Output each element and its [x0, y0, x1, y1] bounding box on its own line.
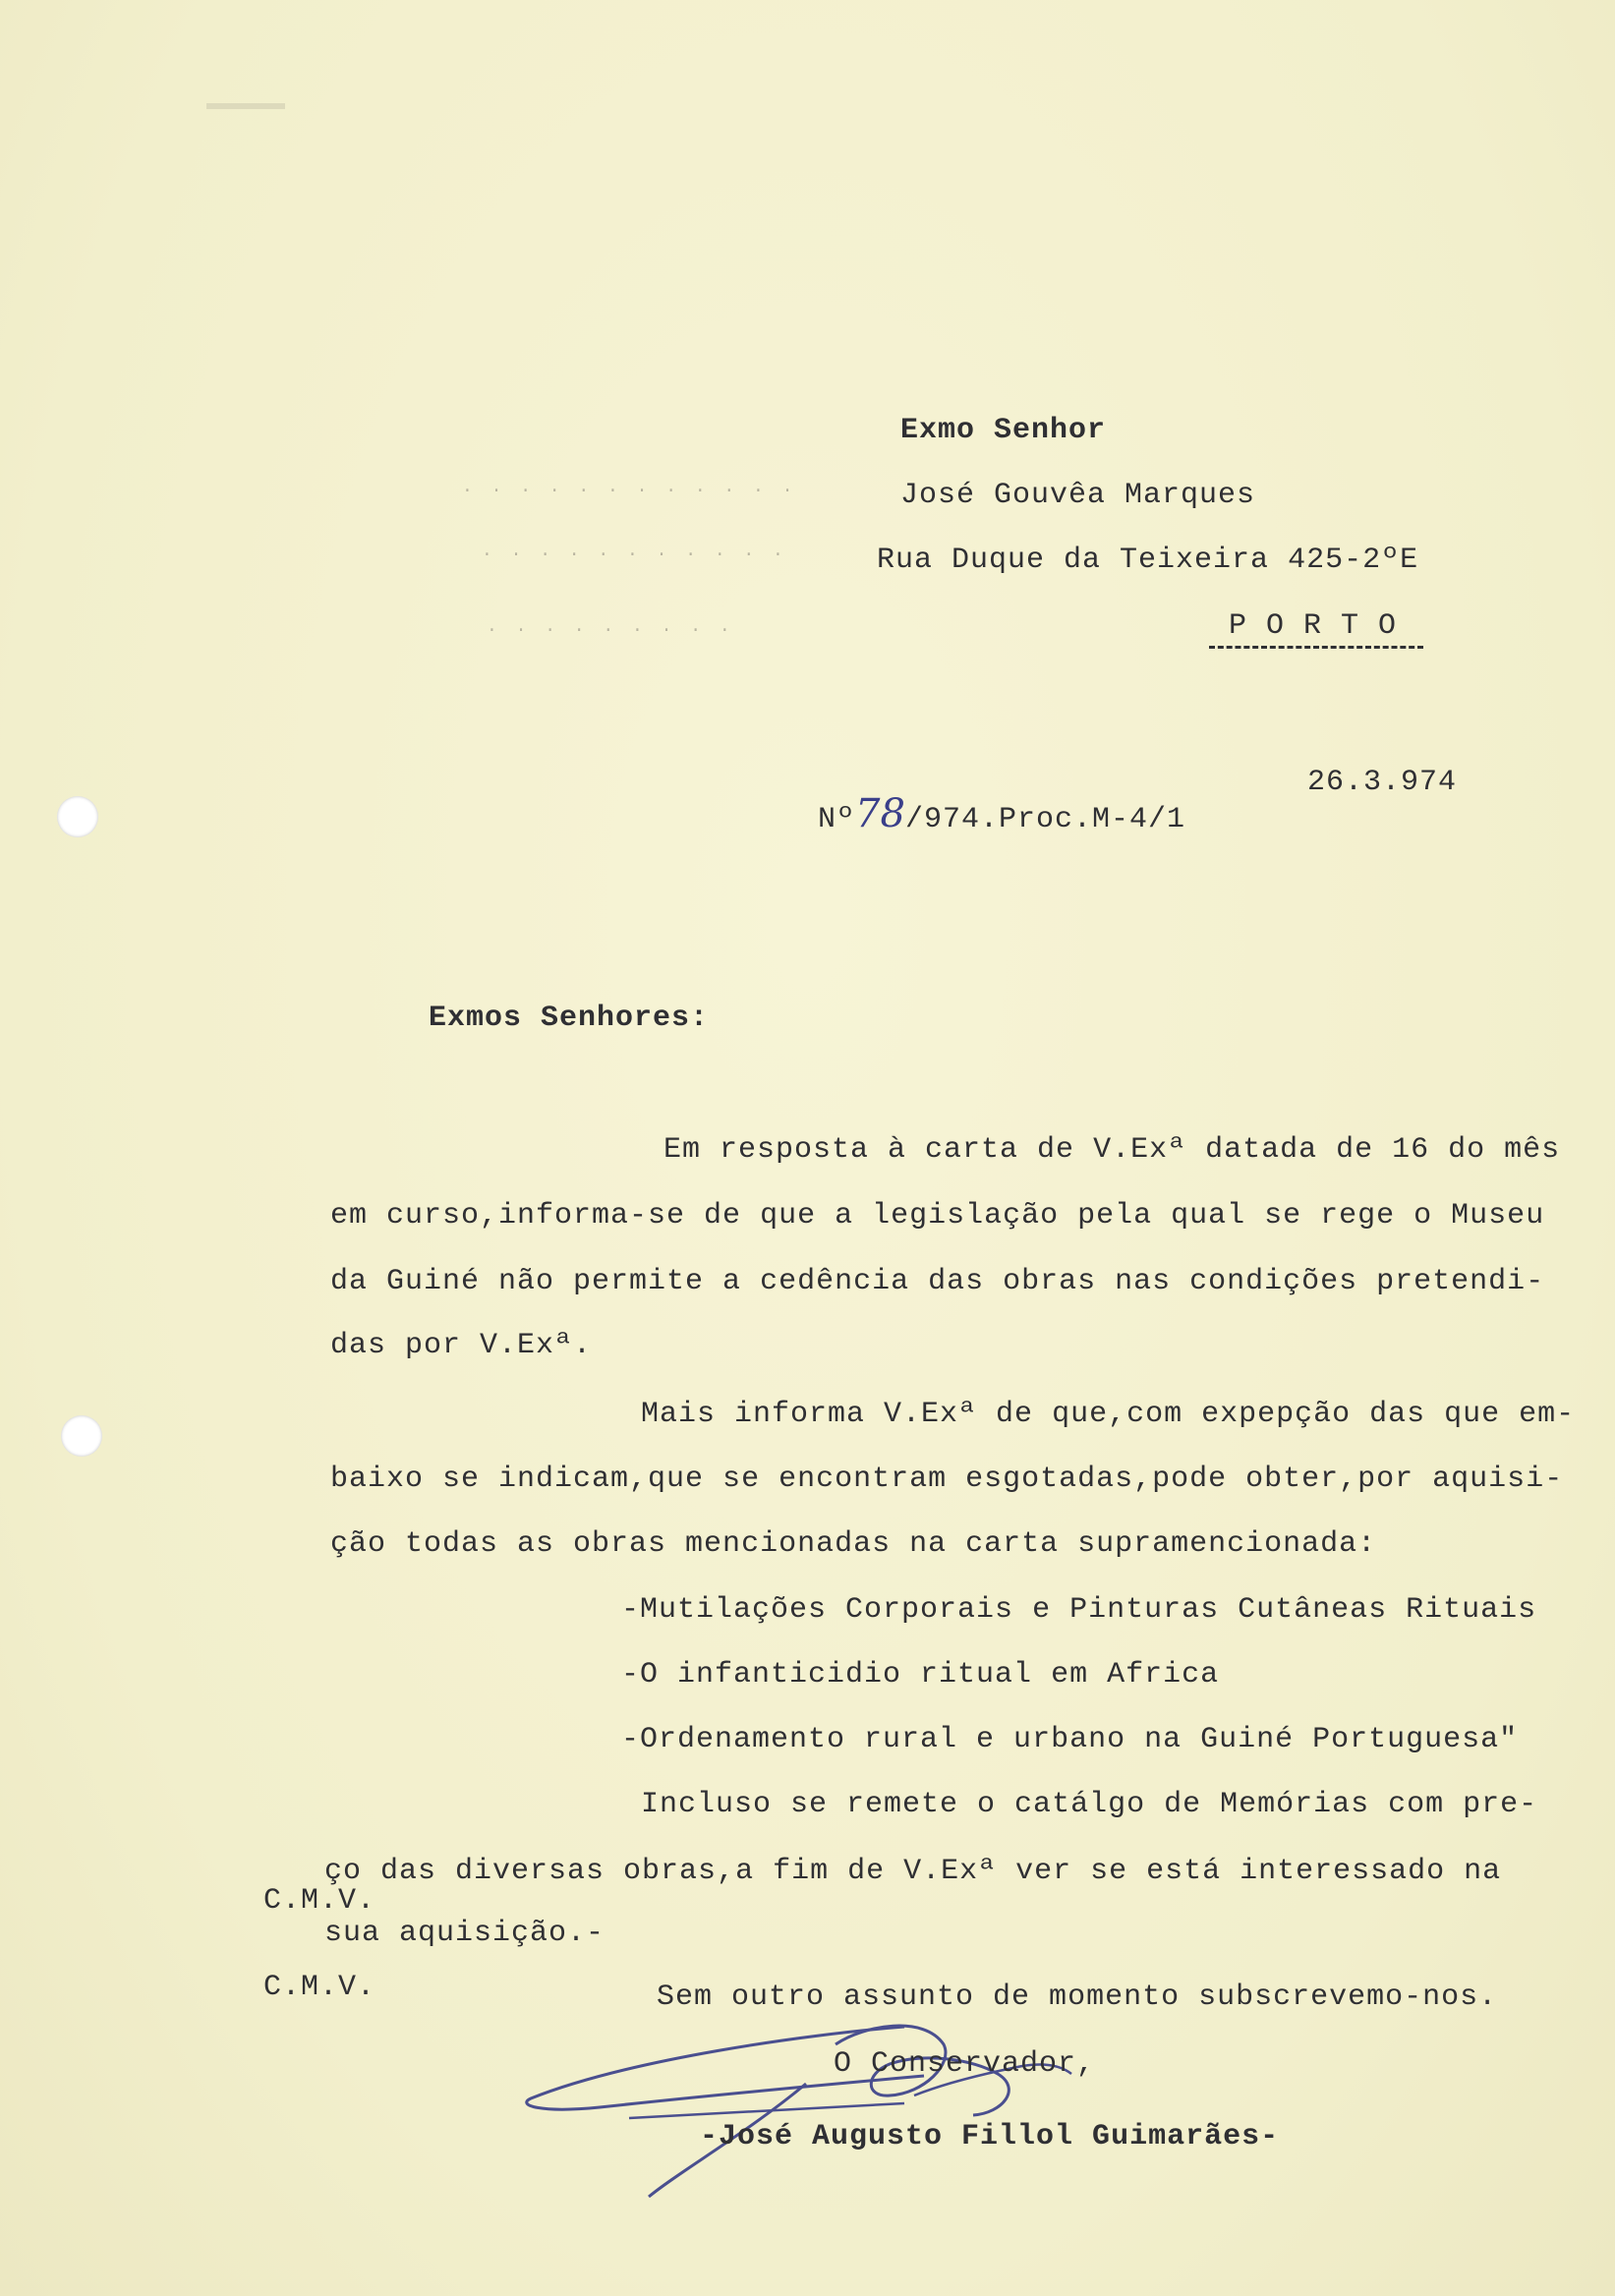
reference-line	[743, 761, 1185, 873]
punch-hole-bottom	[61, 1415, 102, 1457]
body-line: em curso,informa-se de que a legislação pela qual se rege o Museu	[330, 1199, 1545, 1233]
signature-title: O Conservador,	[834, 2047, 1096, 2081]
body-line: Mais informa V.Exª de que,com expepção das que em-	[641, 1398, 1576, 1431]
paper-mark	[206, 103, 285, 109]
reference-number-handwritten: 78	[855, 791, 905, 836]
faint-dots: · · · · · · · · ·	[487, 621, 734, 641]
address-name: José Gouvêa Marques	[900, 479, 1256, 512]
body-line: baixo se indicam,que se encontram esgotadas,pode obter,por aquisi-	[330, 1463, 1564, 1496]
faint-dots: · · · · · · · · · · ·	[482, 545, 787, 565]
body-line: ço das diversas obras,a fim de V.Exª ver se está interessado na	[324, 1855, 1502, 1888]
closing-line: Sem outro assunto de momento subscrevemo-nos.	[657, 1980, 1498, 2014]
reference-suffix: /974.Proc.M-4/1	[904, 803, 1185, 836]
body-line: ção todas as obras mencionadas na carta supramencionada:	[330, 1527, 1377, 1561]
body-line: Em resposta à carta de V.Exª datada de 16 do mês	[663, 1133, 1561, 1167]
address-street: Rua Duque da Teixeira 425-2ºE	[877, 544, 1419, 577]
letter-date: 26.3.974	[1307, 766, 1458, 799]
punch-hole-top	[57, 796, 98, 837]
faint-dots: · · · · · · · · · · · ·	[462, 482, 797, 501]
body-line: Incluso se remete o catálgo de Memórias com pre-	[641, 1788, 1538, 1821]
address-city: P O R T O	[1229, 609, 1398, 643]
body-line: sua aquisição.-	[324, 1917, 606, 1950]
address-salutation: Exmo Senhor	[900, 414, 1107, 447]
body-line: da Guiné não permite a cedência das obras nas condições pretendi-	[330, 1265, 1545, 1298]
list-item: -O infanticidio ritual em Africa	[621, 1658, 1220, 1692]
reference-prefix: Nº	[818, 803, 856, 836]
greeting: Exmos Senhores:	[429, 1002, 710, 1035]
handwritten-signature	[511, 2005, 1199, 2202]
margin-initials: C.M.V.	[263, 1971, 376, 2004]
margin-initials: C.M.V.	[263, 1884, 376, 1918]
city-underline	[1209, 646, 1423, 649]
signature-name: -José Augusto Fillol Guimarães-	[700, 2120, 1280, 2153]
list-item: -Mutilações Corporais e Pinturas Cutâneas Rituais	[621, 1593, 1537, 1627]
list-item: -Ordenamento rural e urbano na Guiné Portuguesa"	[621, 1723, 1519, 1756]
body-line: das por V.Exª.	[330, 1329, 593, 1362]
